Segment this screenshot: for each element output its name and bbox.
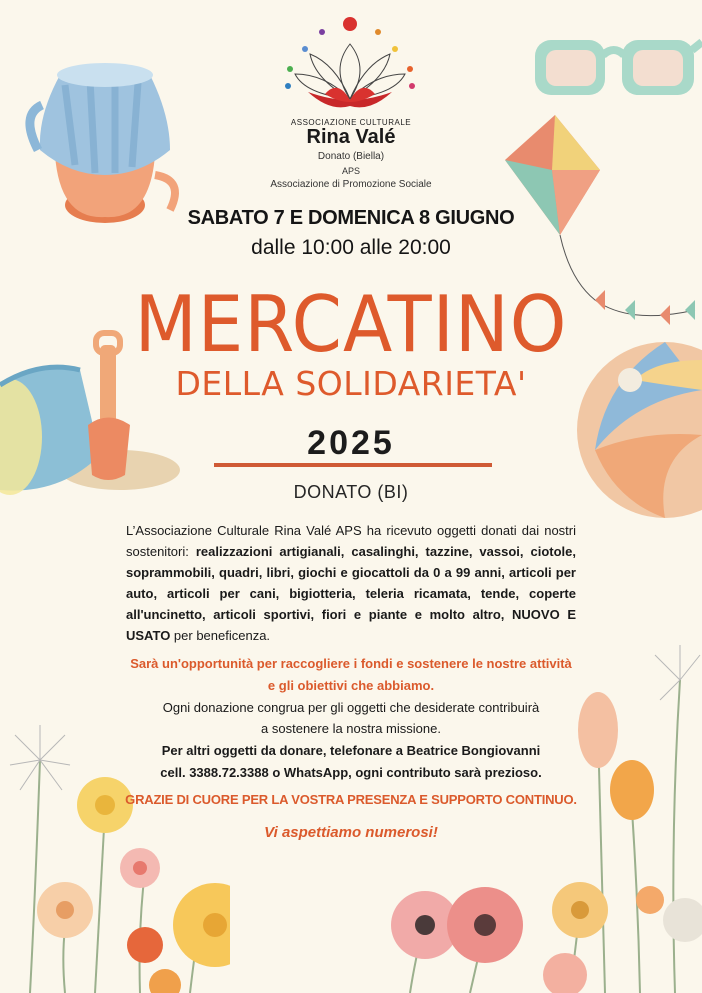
opportunity-line-1: Sarà un'opportunità per raccogliere i fondi e sostenere le nostre attività <box>130 656 572 671</box>
event-hours: dalle 10:00 alle 20:00 <box>251 236 451 259</box>
contact-line-1: Per altri oggetti da donare, telefonare a Beatrice Bongiovanni <box>161 743 541 758</box>
event-location: DONATO (BI) <box>293 482 409 502</box>
event-year: 2025 <box>307 424 395 462</box>
org-type-label: ASSOCIAZIONE CULTURALE <box>290 118 412 127</box>
event-dates: SABATO 7 E DOMENICA 8 GIUGNO <box>187 207 515 229</box>
org-aps: APS <box>341 166 360 176</box>
closing-message: Vi aspettiamo numerosi! <box>264 824 438 841</box>
org-place: Donato (Biella) <box>317 151 385 162</box>
event-title-line1: MERCATINO <box>134 278 568 370</box>
description-intro: L’Associazione Culturale Rina Valé APS ha ricevuto oggetti donati dai nostri sostenitori: <box>126 523 576 559</box>
thanks-message: GRAZIE DI CUORE PER LA VOSTRA PRESENZA E SUPPORTO CONTINUO. <box>125 792 577 807</box>
donation-line-1: Ogni donazione congrua per gli oggetti che desiderate contribuirà <box>162 700 540 715</box>
contact-line-2: cell. 3388.72.3388 o WhatsApp, ogni contributo sarà prezioso. <box>160 765 542 780</box>
donation-line-2: a sostenere la nostra missione. <box>261 721 441 736</box>
org-description: Associazione di Promozione Sociale <box>270 179 432 190</box>
opportunity-line-2: e gli obiettivi che abbiamo. <box>267 678 435 693</box>
lotus-logo <box>270 14 430 114</box>
year-underline <box>214 463 492 467</box>
description-paragraph <box>126 520 576 646</box>
sunglasses-illustration <box>530 30 702 105</box>
org-name: Rina Valé <box>306 126 396 148</box>
description-items: realizzazioni artigianali, casalinghi, tazzine, vassoi, ciotole, soprammobili, quadri, libri, giochi e giocattoli da 0 a 99 anni, articoli per auto, articoli per cani, bigiotteria, teleria ricamata, tende, coperte all'uncinetto, articoli sportivi, fiori e piante e molto altro, NUOVO E USATO <box>126 544 576 643</box>
description-outro: per beneficenza. <box>170 628 271 643</box>
event-title-line2: DELLA SOLIDARIETA' <box>175 364 527 403</box>
